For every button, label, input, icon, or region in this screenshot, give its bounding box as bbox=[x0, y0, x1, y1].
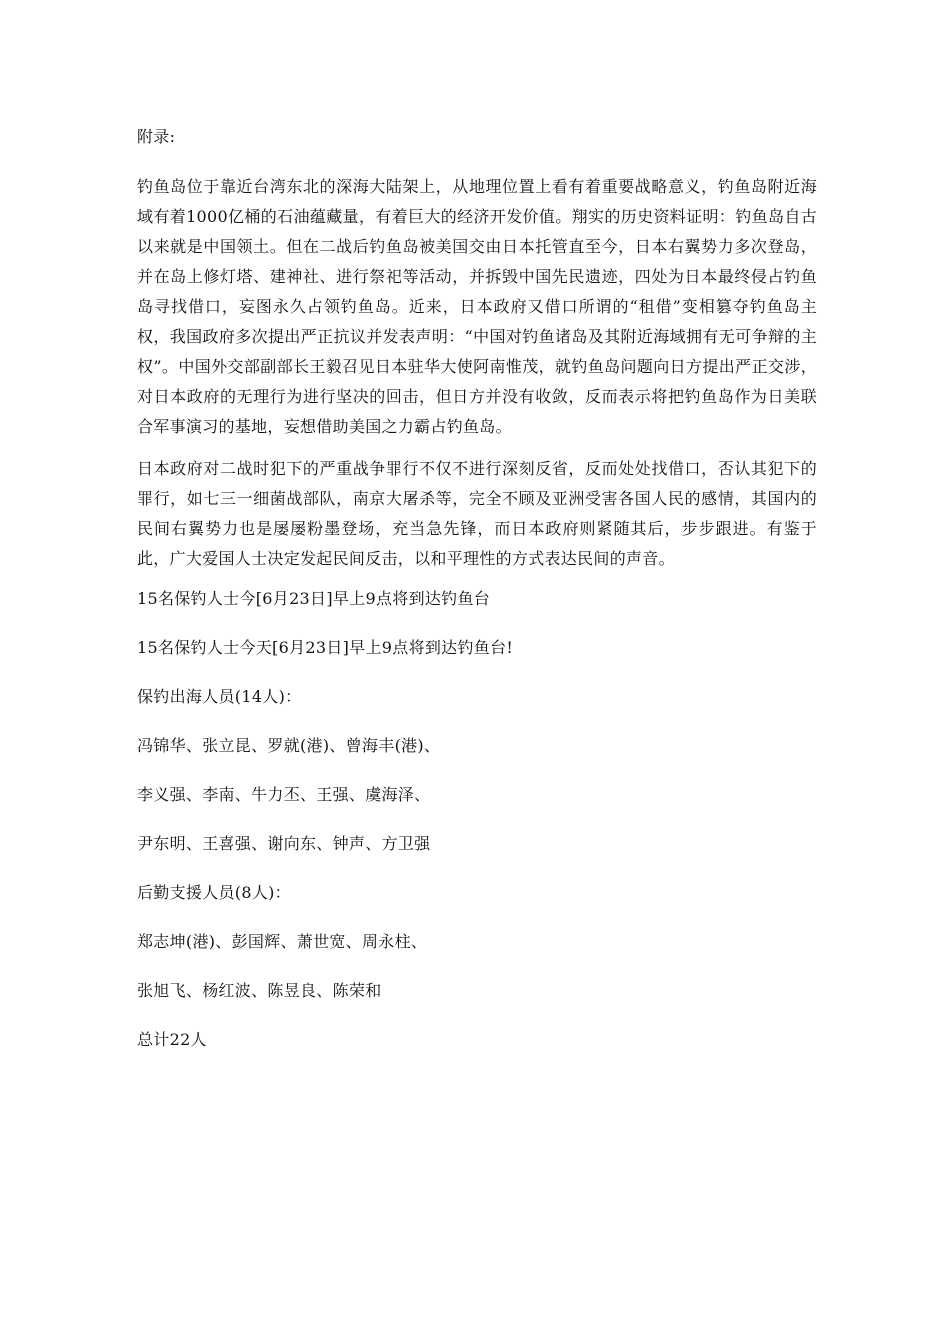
sea-crew-names-1: 冯锦华、张立昆、罗就(港)、曾海丰(港)、 bbox=[137, 736, 441, 755]
document-page bbox=[137, 124, 817, 1053]
paragraph-japan-war-crimes: 日本政府对二战时犯下的严重战争罪行不仅不进行深刻反省，反而处处找借口，否认其犯下的罪行，如七三一细菌战部队，南京大屠杀等，完全不顾及亚洲受害各国人民的感情，其国内的民间右翼势力也是屡屡粉墨登场，充当急先锋，而日本政府则紧随其后，步步跟进。有鉴于此，广大爱国人士决定发起民间反击，以和平理性的方式表达民间的声音。 bbox=[137, 459, 817, 568]
news-line-1: 15名保钓人士今[6月23日]早上9点将到达钓鱼台 bbox=[137, 589, 491, 608]
appendix-heading: 附录: bbox=[137, 127, 176, 146]
support-crew-heading: 后勤支援人员(8人)： bbox=[137, 883, 291, 902]
sea-crew-names-3: 尹东明、王喜强、谢向东、钟声、方卫强 bbox=[137, 834, 431, 853]
support-crew-names-2: 张旭飞、杨红波、陈昱良、陈荣和 bbox=[137, 981, 382, 1000]
sea-crew-names-2: 李义强、李南、牛力丕、王强、虞海泽、 bbox=[137, 785, 431, 804]
sea-crew-heading: 保钓出海人员(14人)： bbox=[137, 687, 302, 706]
support-crew-names-1: 郑志坤(港)、彭国辉、萧世宽、周永柱、 bbox=[137, 932, 428, 951]
paragraph-diaoyu-background: 钓鱼岛位于靠近台湾东北的深海大陆架上，从地理位置上看有着重要战略意义，钓鱼岛附近海域有着1000亿桶的石油蕴藏量，有着巨大的经济开发价值。翔实的历史资料证明：钓鱼岛自古以来就是中国领土。但在二战后钓鱼岛被美国交由日本托管直至今，日本右翼势力多次登岛，并在岛上修灯塔、建神社、进行祭祀等活动，并拆毁中国先民遗迹，四处为日本最终侵占钓鱼岛寻找借口，妄图永久占领钓鱼岛。近来，日本政府又借口所谓的“租借”变相篡夺钓鱼岛主权，我国政府多次提出严正抗议并发表声明：“中国对钓鱼诸岛及其附近海域拥有无可争辩的主权”。中国外交部副部长王毅召见日本驻华大使阿南惟茂，就钓鱼岛问题向日方提出严正交涉，对日本政府的无理行为进行坚决的回击，但日方并没有收敛，反而表示将把钓鱼岛作为日美联合军事演习的基地，妄想借助美国之力霸占钓鱼岛。 bbox=[137, 177, 817, 436]
total-count: 总计22人 bbox=[137, 1030, 207, 1049]
news-line-2: 15名保钓人士今天[6月23日]早上9点将到达钓鱼台! bbox=[137, 638, 514, 657]
